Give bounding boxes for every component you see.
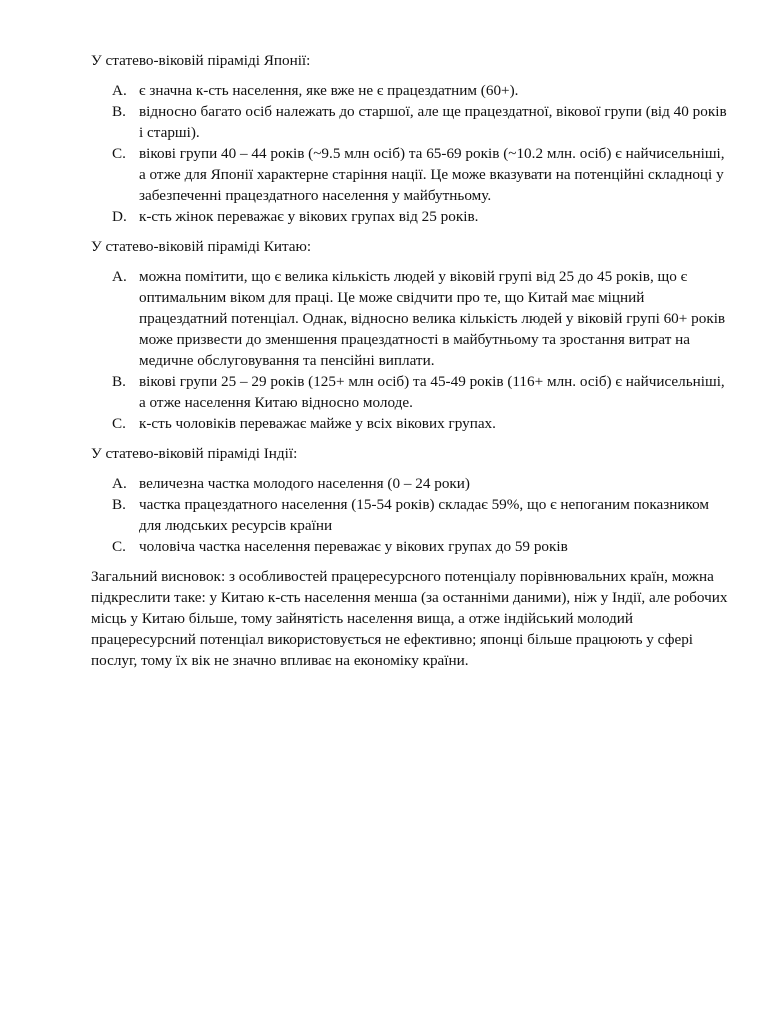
list-item-text: чоловіча частка населення переважає у вікових групах до 59 років <box>139 538 568 555</box>
list-item-text: вікові групи 40 – 44 років (~9.5 млн осіб) та 65-69 років (~10.2 млн. осіб) є найчисельніші, а отже для Японії характерне старіння нації. Це може вказувати на потенційні складноці у забезпеченні працездатного населення у майбутньому. <box>139 145 725 204</box>
section-heading-japan: У статево-віковій піраміді Японії: <box>91 52 311 69</box>
list-item <box>112 494 728 536</box>
section-heading-china: У статево-віковій піраміді Китаю: <box>91 238 312 255</box>
list-japan <box>91 80 728 227</box>
list-marker: C. <box>112 538 126 555</box>
list-marker: A. <box>112 475 127 492</box>
section-heading-india: У статево-віковій піраміді Індії: <box>91 445 298 462</box>
list-item <box>112 101 728 143</box>
list-item-text: вікові групи 25 – 29 років (125+ млн осіб) та 45-49 років (116+ млн. осіб) є найчисельніші, а отже населення Китаю відносно молоде. <box>139 373 725 411</box>
list-item-text: к-сть жінок переважає у вікових групах від 25 років. <box>139 208 479 225</box>
list-item-text: частка працездатного населення (15-54 років) складає 59%, що є непоганим показником для людських ресурсів країни <box>139 496 710 534</box>
list-marker: B. <box>112 373 126 390</box>
list-item <box>112 206 728 227</box>
list-marker: C. <box>112 145 126 162</box>
list-item-text: можна помітити, що є велика кількість людей у віковій групі від 25 до 45 років, що є оптимальним віком для праці. Це може свідчити про те, що Китай має міцний працездатний потенціал. Однак, відносно велика кількість людей у віковій групі 60+ років може призвести до зменшення працездатності в майбутньому та зростання витрат на медичне обслуговування та пенсійні виплати. <box>139 268 726 369</box>
list-item <box>112 413 728 434</box>
list-marker: B. <box>112 103 126 120</box>
list-marker: D. <box>112 208 127 225</box>
list-item-text: величезна частка молодого населення (0 – 24 роки) <box>139 475 470 492</box>
list-item <box>112 80 728 101</box>
conclusion-paragraph: Загальний висновок: з особливостей працересурсного потенціалу порівнювальних країн, можна підкреслити таке: у Китаю к-сть населення менша (за останніми даними), ніж у Індії, але робочих місць у Китаю більше, тому зайнятість населення вища, а отже індійський молодий працересурсний потенціал використовується не ефективно; японці більше працюють у сфері послуг, тому їх вік не значно впливає на економіку країни. <box>91 568 728 669</box>
list-marker: A. <box>112 82 127 99</box>
list-item <box>112 371 728 413</box>
list-item-text: відносно багато осіб належать до старшої, але ще працездатної, вікової групи (від 40 років і старші). <box>139 103 727 141</box>
list-item <box>112 266 728 371</box>
list-item-text: к-сть чоловіків переважає майже у всіх вікових групах. <box>139 415 496 432</box>
list-item <box>112 536 728 557</box>
list-china <box>91 266 728 434</box>
list-item <box>112 473 728 494</box>
list-item <box>112 143 728 206</box>
list-marker: A. <box>112 268 127 285</box>
list-marker: B. <box>112 496 126 513</box>
list-india <box>91 473 728 557</box>
list-marker: C. <box>112 415 126 432</box>
list-item-text: є значна к-сть населення, яке вже не є працездатним (60+). <box>139 82 519 99</box>
